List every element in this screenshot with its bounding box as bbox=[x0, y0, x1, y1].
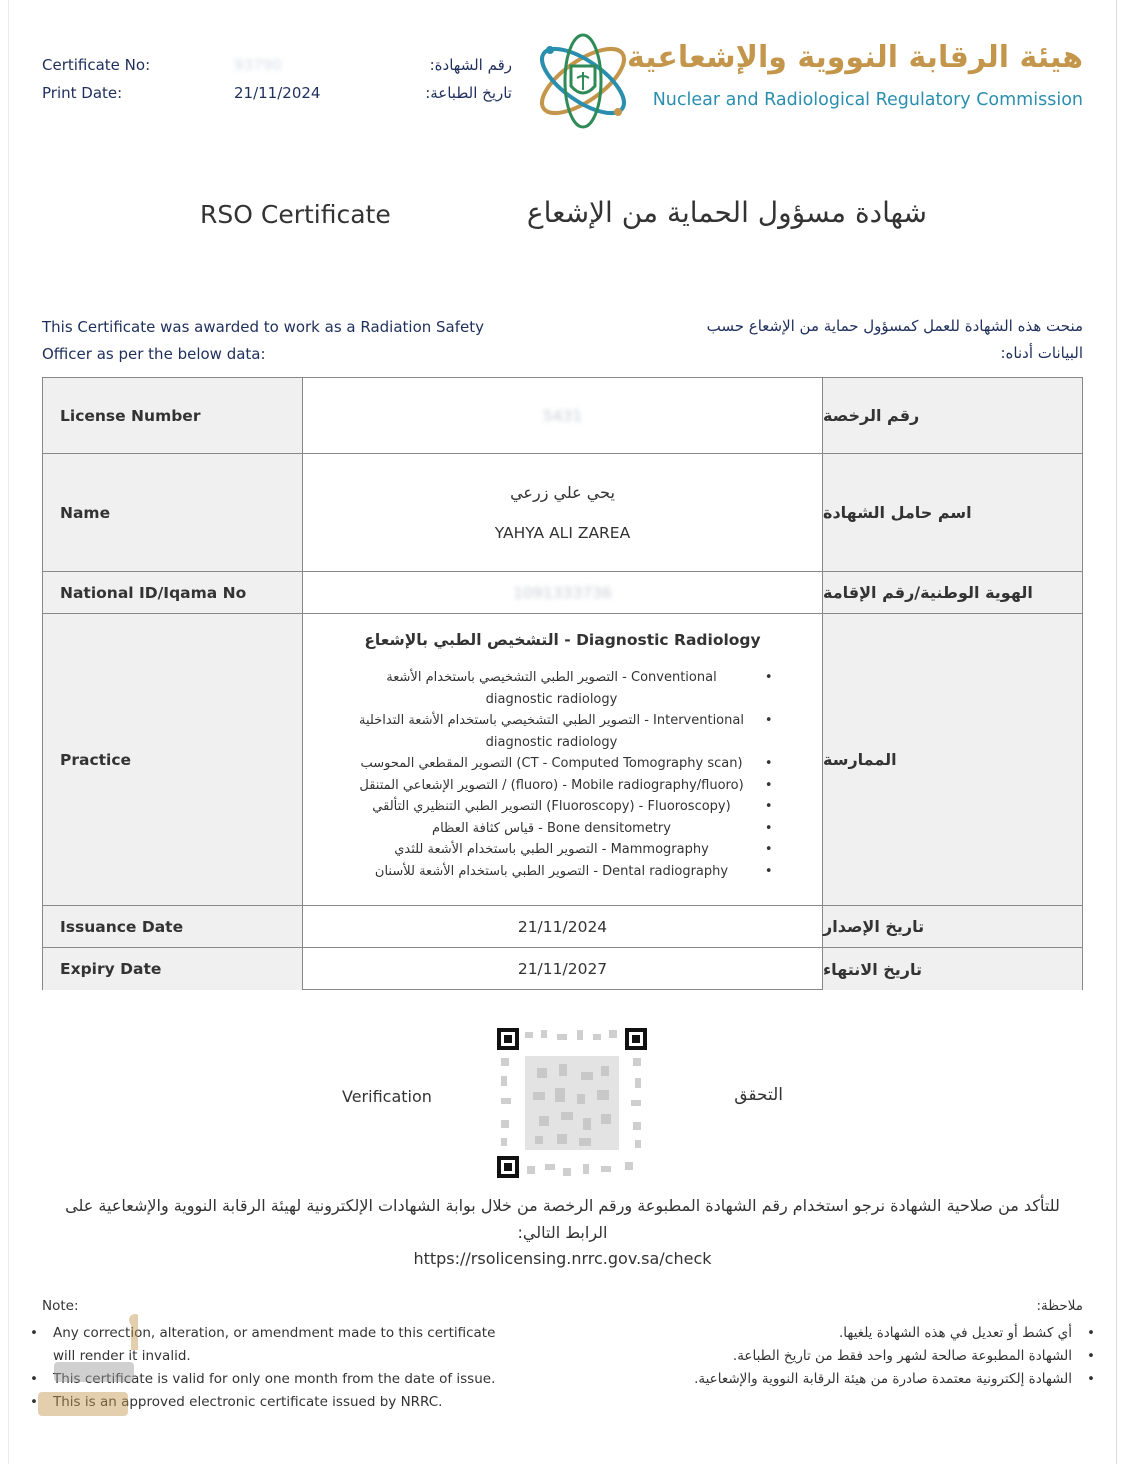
list-item: • الشهادة إلكترونية معتمدة صادرة من هيئة الرقابة النووية والإشعاعية. bbox=[663, 1368, 1083, 1391]
certificate-no-row bbox=[42, 56, 522, 84]
license-label-en: License Number bbox=[43, 378, 303, 453]
list-item: • This certificate is valid for only one month from the date of issue. bbox=[42, 1368, 512, 1391]
national-id-value: 1091333736 bbox=[513, 583, 612, 602]
watermark-icon bbox=[28, 1310, 138, 1440]
certificate-meta bbox=[42, 56, 522, 112]
bullet-icon: • bbox=[1087, 1325, 1095, 1341]
issuance-label-en: Issuance Date bbox=[43, 906, 303, 947]
practice-value-cell bbox=[303, 614, 822, 905]
bullet-icon: • bbox=[1087, 1371, 1095, 1387]
list-item: • التصوير الطبي باستخدام الأشعة للثدي - Mammography bbox=[353, 839, 773, 861]
practice-list bbox=[353, 667, 773, 882]
list-item: • التصوير الطبي التنظيري التألقي (Fluoroscopy) - Fluoroscopy) bbox=[353, 796, 773, 818]
name-value-en: YAHYA ALI ZAREA bbox=[494, 524, 631, 542]
table-row-name bbox=[43, 454, 1082, 572]
verification-label-en: Verification bbox=[342, 1087, 432, 1106]
list-item: • التصوير الإشعاعي المتنقل / (fluoro) - Mobile radiography/fluoro) bbox=[353, 775, 773, 797]
page-edge-right bbox=[1116, 0, 1117, 1464]
bullet-icon: • bbox=[764, 842, 773, 857]
bullet-icon: • bbox=[764, 799, 773, 814]
list-item: • أي كشط أو تعديل في هذه الشهادة يلغيها. bbox=[663, 1322, 1083, 1345]
notes-ar-list bbox=[663, 1322, 1095, 1391]
bullet-icon: • bbox=[764, 670, 773, 685]
certificate-no-value: 93790 bbox=[234, 56, 282, 74]
name-label-en: Name bbox=[43, 454, 303, 571]
nrrc-logo-icon bbox=[530, 28, 636, 134]
name-value-ar: يحي علي زرعي bbox=[510, 483, 615, 502]
issuance-value-cell bbox=[303, 906, 822, 947]
bullet-icon: • bbox=[764, 777, 773, 793]
name-value-cell bbox=[303, 454, 822, 571]
list-item: • التصوير الطبي باستخدام الأشعة للأسنان - Dental radiography bbox=[353, 861, 773, 883]
qr-code-icon[interactable] bbox=[497, 1028, 647, 1178]
practice-label-ar: الممارسة bbox=[822, 614, 1082, 905]
intro-text-ar: منحت هذه الشهادة للعمل كمسؤول حماية من الإشعاع حسب البيانات أدناه: bbox=[706, 317, 1083, 362]
practice-heading: التشخيص الطبي بالإشعاع - Diagnostic Radiology bbox=[364, 631, 761, 649]
table-row-practice bbox=[43, 614, 1082, 906]
bullet-icon: • bbox=[764, 863, 773, 879]
verification-label-ar: التحقق bbox=[734, 1085, 783, 1105]
certificate-title-ar: شهادة مسؤول الحماية من الإشعاع bbox=[526, 196, 927, 229]
list-item: • الشهادة المطبوعة صالحة لشهر واحد فقط من تاريخ الطباعة. bbox=[663, 1345, 1083, 1368]
license-label-ar: رقم الرخصة bbox=[822, 378, 1082, 453]
notes-ar bbox=[663, 1298, 1095, 1391]
bullet-icon: • bbox=[30, 1394, 38, 1410]
list-item: • التصوير المقطعي المحوسب (CT - Computed Tomography scan) bbox=[353, 753, 773, 775]
license-value-cell bbox=[303, 378, 822, 453]
page-edge-left bbox=[8, 0, 9, 1464]
list-item: • التصوير الطبي التشخيصي باستخدام الأشعة - Conventional diagnostic radiology bbox=[353, 667, 773, 710]
issuance-label-ar: تاريخ الإصدار bbox=[822, 906, 1082, 947]
bullet-icon: • bbox=[764, 713, 773, 728]
organization-name-ar: هيئة الرقابة النووية والإشعاعية bbox=[626, 40, 1083, 75]
table-row-national-id bbox=[43, 572, 1082, 614]
list-item: • This is an approved electronic certificate issued by NRRC. bbox=[42, 1391, 512, 1414]
verification-instructions-ar: للتأكد من صلاحية الشهادة نرجو استخدام رقم الشهادة المطبوعة ورقم الرخصة من خلال بوابة الشهادات الإلكترونية لهيئة الرقابة النووية والإشعاعية على الرابط التالي: bbox=[65, 1196, 1060, 1242]
expiry-label-ar: تاريخ الانتهاء bbox=[822, 948, 1082, 990]
print-date-value: 21/11/2024 bbox=[234, 84, 321, 102]
intro-text-en: This Certificate was awarded to work as a Radiation Safety Officer as per the below data: bbox=[42, 318, 485, 363]
bullet-icon: • bbox=[764, 756, 773, 771]
table-row-issuance bbox=[43, 906, 1082, 948]
national-id-label-ar: الهوية الوطنية/رقم الإقامة bbox=[822, 572, 1082, 613]
list-item: • التصوير الطبي التشخيصي باستخدام الأشعة التداخلية - Interventional diagnostic radiology bbox=[353, 710, 773, 753]
bullet-icon: • bbox=[30, 1325, 38, 1341]
notes-en-title: Note: bbox=[42, 1298, 79, 1314]
expiry-value-cell bbox=[303, 948, 822, 990]
license-value: 5431 bbox=[542, 406, 583, 425]
expiry-value: 21/11/2027 bbox=[517, 960, 608, 978]
print-date-label-en: Print Date: bbox=[42, 84, 123, 102]
verification-url-link[interactable]: https://rsolicensing.nrrc.gov.sa/check bbox=[413, 1249, 712, 1268]
certificate-no-label-ar: رقم الشهادة: bbox=[429, 56, 512, 74]
certificate-title-en: RSO Certificate bbox=[200, 200, 391, 229]
national-id-value-cell bbox=[303, 572, 822, 613]
bullet-icon: • bbox=[764, 820, 773, 836]
bullet-icon: • bbox=[1087, 1348, 1095, 1364]
name-label-ar: اسم حامل الشهادة bbox=[822, 454, 1082, 571]
certificate-data-table bbox=[42, 377, 1083, 990]
bullet-icon: • bbox=[30, 1371, 38, 1387]
table-row-license bbox=[43, 378, 1082, 454]
organization-name-en: Nuclear and Radiological Regulatory Commission bbox=[652, 90, 1083, 110]
expiry-label-en: Expiry Date bbox=[43, 948, 303, 990]
list-item: • قياس كثافة العظام - Bone densitometry bbox=[353, 818, 773, 840]
issuance-value: 21/11/2024 bbox=[517, 917, 608, 936]
table-row-expiry bbox=[43, 948, 1082, 990]
national-id-label-en: National ID/Iqama No bbox=[43, 572, 303, 613]
certificate-no-label-en: Certificate No: bbox=[42, 56, 151, 74]
list-item: • Any correction, alteration, or amendment made to this certificate will render it invalid. bbox=[42, 1322, 512, 1368]
print-date-row bbox=[42, 84, 522, 112]
practice-label-en: Practice bbox=[43, 614, 303, 905]
print-date-label-ar: تاريخ الطباعة: bbox=[425, 84, 512, 102]
notes-ar-title: ملاحظة: bbox=[1036, 1298, 1083, 1314]
